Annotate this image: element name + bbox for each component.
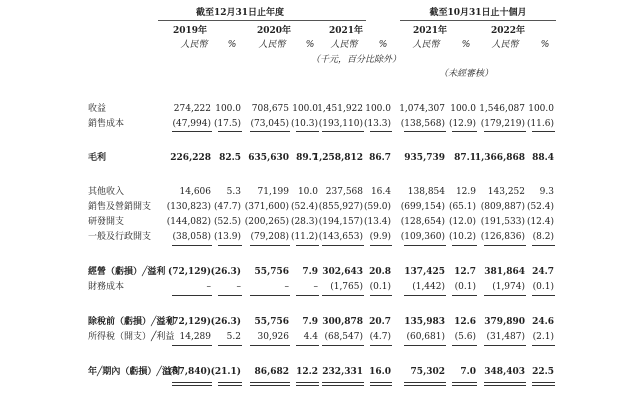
subtotal-rule xyxy=(322,245,364,246)
pct-label: % xyxy=(378,40,388,50)
table-cell: 30,926 xyxy=(257,332,289,342)
table-cell: (1,442) xyxy=(412,282,445,292)
total-double-rule xyxy=(172,382,212,383)
year-heading: 2020年 xyxy=(256,26,292,36)
subtotal-rule xyxy=(250,295,290,296)
row-label: 年╱期內（虧損）╱溢利 xyxy=(88,367,180,377)
total-double-rule xyxy=(296,385,319,386)
header-underline-oct xyxy=(400,20,556,21)
year-heading: 2019年 xyxy=(172,26,208,36)
pct-label: % xyxy=(540,40,550,50)
pct-label: % xyxy=(461,40,471,50)
table-cell: (13.9) xyxy=(213,232,241,242)
table-cell: 135,983 xyxy=(404,317,445,327)
table-cell: (5.6) xyxy=(454,332,476,342)
table-cell: (72,129) xyxy=(168,317,211,327)
subtotal-rule xyxy=(296,295,319,296)
table-cell: 100.0 xyxy=(450,104,476,114)
table-cell: 24.6 xyxy=(532,317,554,327)
total-double-rule xyxy=(370,382,392,383)
table-cell: (72,129) xyxy=(168,267,211,277)
table-cell: 14,606 xyxy=(179,187,211,197)
table-cell: 22.5 xyxy=(532,367,554,377)
total-double-rule xyxy=(322,385,364,386)
subtotal-rule xyxy=(404,295,446,296)
subtotal-rule xyxy=(484,245,526,246)
table-cell: – xyxy=(206,282,211,292)
table-cell: (0.1) xyxy=(454,282,476,292)
total-double-rule xyxy=(452,385,477,386)
subtotal-rule xyxy=(452,295,477,296)
table-cell: (2.1) xyxy=(532,332,554,342)
table-cell: 100.0 xyxy=(528,104,554,114)
table-cell: (130,823) xyxy=(166,202,211,212)
table-cell: (8.2) xyxy=(532,232,554,242)
currency-label: 人民幣 xyxy=(258,40,286,50)
table-cell: (109,360) xyxy=(400,232,445,242)
subtotal-rule xyxy=(404,345,446,346)
total-double-rule xyxy=(484,385,526,386)
table-cell: (126,836) xyxy=(480,232,525,242)
table-cell: 89.7 xyxy=(296,153,318,163)
table-cell: 82.5 xyxy=(219,153,241,163)
subtotal-rule xyxy=(250,131,290,132)
table-cell: 143,252 xyxy=(487,187,525,197)
table-cell: (371,600) xyxy=(244,202,289,212)
total-double-rule xyxy=(484,382,526,383)
table-cell: 1,366,868 xyxy=(474,153,525,163)
table-cell: 381,864 xyxy=(484,267,525,277)
row-label: 經營（虧損）╱溢利 xyxy=(88,267,166,277)
table-cell: (144,082) xyxy=(166,217,211,227)
row-label: 除稅前（虧損）╱溢利 xyxy=(88,317,175,327)
year-heading: 2021年 xyxy=(412,26,448,36)
table-cell: 87.1 xyxy=(454,153,476,163)
total-double-rule xyxy=(404,382,446,383)
table-cell: (855,927) xyxy=(318,202,363,212)
table-cell: 88.4 xyxy=(532,153,554,163)
table-cell: 237,568 xyxy=(325,187,363,197)
unit-note: （千元，百分比除外） xyxy=(310,55,402,65)
table-cell: 10.0 xyxy=(297,187,318,197)
subtotal-rule xyxy=(296,245,319,246)
table-cell: 7.0 xyxy=(460,367,476,377)
row-label: 財務成本 xyxy=(88,282,125,292)
table-cell: (17.5) xyxy=(213,119,241,129)
table-cell: 138,854 xyxy=(407,187,445,197)
table-cell: (200,265) xyxy=(244,217,289,227)
table-cell: 5.3 xyxy=(226,187,241,197)
row-label: 毛利 xyxy=(88,153,107,163)
subtotal-rule xyxy=(532,295,555,296)
row-label: 銷售及營銷開支 xyxy=(88,202,152,212)
table-cell: 1,546,087 xyxy=(479,104,525,114)
table-cell: 55,756 xyxy=(254,267,289,277)
table-cell: 14,289 xyxy=(179,332,211,342)
subtotal-rule xyxy=(322,345,364,346)
table-cell: (1,765) xyxy=(330,282,363,292)
subtotal-rule xyxy=(532,345,555,346)
subtotal-rule xyxy=(484,345,526,346)
total-double-rule xyxy=(452,382,477,383)
table-cell: 708,675 xyxy=(251,104,289,114)
table-cell: (0.1) xyxy=(532,282,554,292)
subtotal-rule xyxy=(172,245,212,246)
table-cell: (809,887) xyxy=(480,202,525,212)
table-cell: 55,756 xyxy=(254,317,289,327)
table-cell: 300,878 xyxy=(322,317,363,327)
year-heading: 2022年 xyxy=(490,26,526,36)
table-cell: 12.2 xyxy=(296,367,318,377)
subtotal-rule xyxy=(532,245,555,246)
table-cell: (1,974) xyxy=(492,282,525,292)
pct-label: % xyxy=(227,40,237,50)
row-label: 所得稅（開支）╱利益 xyxy=(88,332,175,342)
table-cell: (143,653) xyxy=(318,232,363,242)
subtotal-rule xyxy=(322,295,364,296)
table-cell: – xyxy=(284,282,289,292)
table-cell: (73,045) xyxy=(250,119,289,129)
subtotal-rule xyxy=(218,245,242,246)
table-cell: 100.0 xyxy=(215,104,241,114)
table-cell: 379,890 xyxy=(484,317,525,327)
table-cell: (31,487) xyxy=(486,332,525,342)
currency-label: 人民幣 xyxy=(491,40,519,50)
subtotal-rule xyxy=(250,345,290,346)
table-cell: 348,403 xyxy=(484,367,525,377)
row-label: 收益 xyxy=(88,104,107,114)
table-cell: – xyxy=(313,282,318,292)
total-double-rule xyxy=(218,382,242,383)
table-cell: 302,643 xyxy=(322,267,363,277)
table-cell: (52.4) xyxy=(290,202,318,212)
table-cell: (21.1) xyxy=(210,367,241,377)
subtotal-rule xyxy=(452,245,477,246)
subtotal-rule xyxy=(404,245,446,246)
table-cell: 1,258,812 xyxy=(312,153,363,163)
table-cell: (13.4) xyxy=(363,217,391,227)
table-cell: 100.0 xyxy=(365,104,391,114)
subtotal-rule xyxy=(296,131,319,132)
table-cell: (59.0) xyxy=(363,202,391,212)
subtotal-rule xyxy=(370,245,392,246)
row-label: 研發開支 xyxy=(88,217,125,227)
table-cell: (79,208) xyxy=(250,232,289,242)
table-cell: (47,994) xyxy=(172,119,211,129)
table-cell: 935,739 xyxy=(404,153,445,163)
table-cell: 1,074,307 xyxy=(399,104,445,114)
table-cell: (699,154) xyxy=(400,202,445,212)
table-cell: (0.1) xyxy=(369,282,391,292)
table-cell: (47.7) xyxy=(213,202,241,212)
subtotal-rule xyxy=(484,295,526,296)
table-cell: (26.3) xyxy=(210,267,241,277)
header-group-year: 截至12月31日止年度 xyxy=(195,8,285,18)
table-cell: 635,630 xyxy=(248,153,289,163)
subtotal-rule xyxy=(370,131,392,132)
subtotal-rule xyxy=(218,345,242,346)
total-double-rule xyxy=(250,382,290,383)
table-cell: 86,682 xyxy=(254,367,289,377)
table-cell: 75,302 xyxy=(410,367,445,377)
table-cell: 137,425 xyxy=(404,267,445,277)
table-cell: 16.4 xyxy=(370,187,391,197)
table-cell: 12.6 xyxy=(454,317,476,327)
table-cell: 20.8 xyxy=(369,267,391,277)
table-cell: (4.7) xyxy=(369,332,391,342)
table-cell: 274,222 xyxy=(173,104,211,114)
table-cell: 16.0 xyxy=(369,367,391,377)
table-cell: (68,547) xyxy=(324,332,363,342)
subtotal-rule xyxy=(218,131,242,132)
table-cell: (11.6) xyxy=(526,119,554,129)
total-double-rule xyxy=(370,385,392,386)
table-cell: 86.7 xyxy=(369,153,391,163)
table-cell: 7.9 xyxy=(302,317,318,327)
unaudited-note: （未經審核） xyxy=(438,69,494,79)
table-cell: 24.7 xyxy=(532,267,554,277)
subtotal-rule xyxy=(322,131,364,132)
total-double-rule xyxy=(218,385,242,386)
year-heading: 2021年 xyxy=(328,26,364,36)
table-cell: – xyxy=(236,282,241,292)
table-cell: (10.2) xyxy=(448,232,476,242)
table-cell: 232,331 xyxy=(322,367,363,377)
row-label: 銷售成本 xyxy=(88,119,125,129)
currency-label: 人民幣 xyxy=(180,40,208,50)
subtotal-rule xyxy=(452,345,477,346)
table-cell: 12.7 xyxy=(454,267,476,277)
table-cell: (28.3) xyxy=(290,217,318,227)
subtotal-rule xyxy=(532,131,555,132)
table-cell: (11.2) xyxy=(290,232,318,242)
total-double-rule xyxy=(322,382,364,383)
table-cell: (12.9) xyxy=(448,119,476,129)
currency-label: 人民幣 xyxy=(412,40,440,50)
table-cell: (179,219) xyxy=(480,119,525,129)
row-label: 其他收入 xyxy=(88,187,125,197)
subtotal-rule xyxy=(370,345,392,346)
table-cell: (57,840) xyxy=(168,367,211,377)
table-cell: (191,533) xyxy=(480,217,525,227)
header-underline-year xyxy=(158,20,366,21)
subtotal-rule xyxy=(404,131,446,132)
table-cell: (194,157) xyxy=(318,217,363,227)
table-cell: 9.3 xyxy=(539,187,554,197)
table-cell: (13.3) xyxy=(363,119,391,129)
subtotal-rule xyxy=(172,295,212,296)
table-cell: (60,681) xyxy=(406,332,445,342)
currency-label: 人民幣 xyxy=(330,40,358,50)
table-cell: 12.9 xyxy=(455,187,476,197)
pct-label: % xyxy=(305,40,315,50)
header-group-oct: 截至10月31日止十個月 xyxy=(429,8,527,18)
table-cell: (38,058) xyxy=(172,232,211,242)
table-cell: 4.4 xyxy=(303,332,318,342)
table-cell: (10.3) xyxy=(290,119,318,129)
table-cell: 1,451,922 xyxy=(317,104,363,114)
table-cell: (128,654) xyxy=(400,217,445,227)
subtotal-rule xyxy=(172,131,212,132)
subtotal-rule xyxy=(370,295,392,296)
total-double-rule xyxy=(404,385,446,386)
subtotal-rule xyxy=(172,345,212,346)
subtotal-rule xyxy=(218,295,242,296)
total-double-rule xyxy=(172,385,212,386)
total-double-rule xyxy=(532,385,555,386)
table-cell: (193,110) xyxy=(318,119,363,129)
subtotal-rule xyxy=(452,131,477,132)
table-cell: 5.2 xyxy=(226,332,241,342)
total-double-rule xyxy=(296,382,319,383)
table-cell: 20.7 xyxy=(369,317,391,327)
subtotal-rule xyxy=(296,345,319,346)
table-cell: (9.9) xyxy=(369,232,391,242)
table-cell: (12.4) xyxy=(526,217,554,227)
table-cell: (26.3) xyxy=(210,317,241,327)
table-cell: (65.1) xyxy=(448,202,476,212)
table-cell: 226,228 xyxy=(170,153,211,163)
table-cell: (52.5) xyxy=(213,217,241,227)
subtotal-rule xyxy=(484,131,526,132)
table-cell: (52.4) xyxy=(526,202,554,212)
subtotal-rule xyxy=(250,245,290,246)
table-cell: (138,568) xyxy=(400,119,445,129)
table-cell: 7.9 xyxy=(302,267,318,277)
table-cell: 71,199 xyxy=(257,187,289,197)
total-double-rule xyxy=(532,382,555,383)
row-label: 一般及行政開支 xyxy=(88,232,152,242)
table-cell: 100.0 xyxy=(292,104,318,114)
table-cell: (12.0) xyxy=(448,217,476,227)
total-double-rule xyxy=(250,385,290,386)
